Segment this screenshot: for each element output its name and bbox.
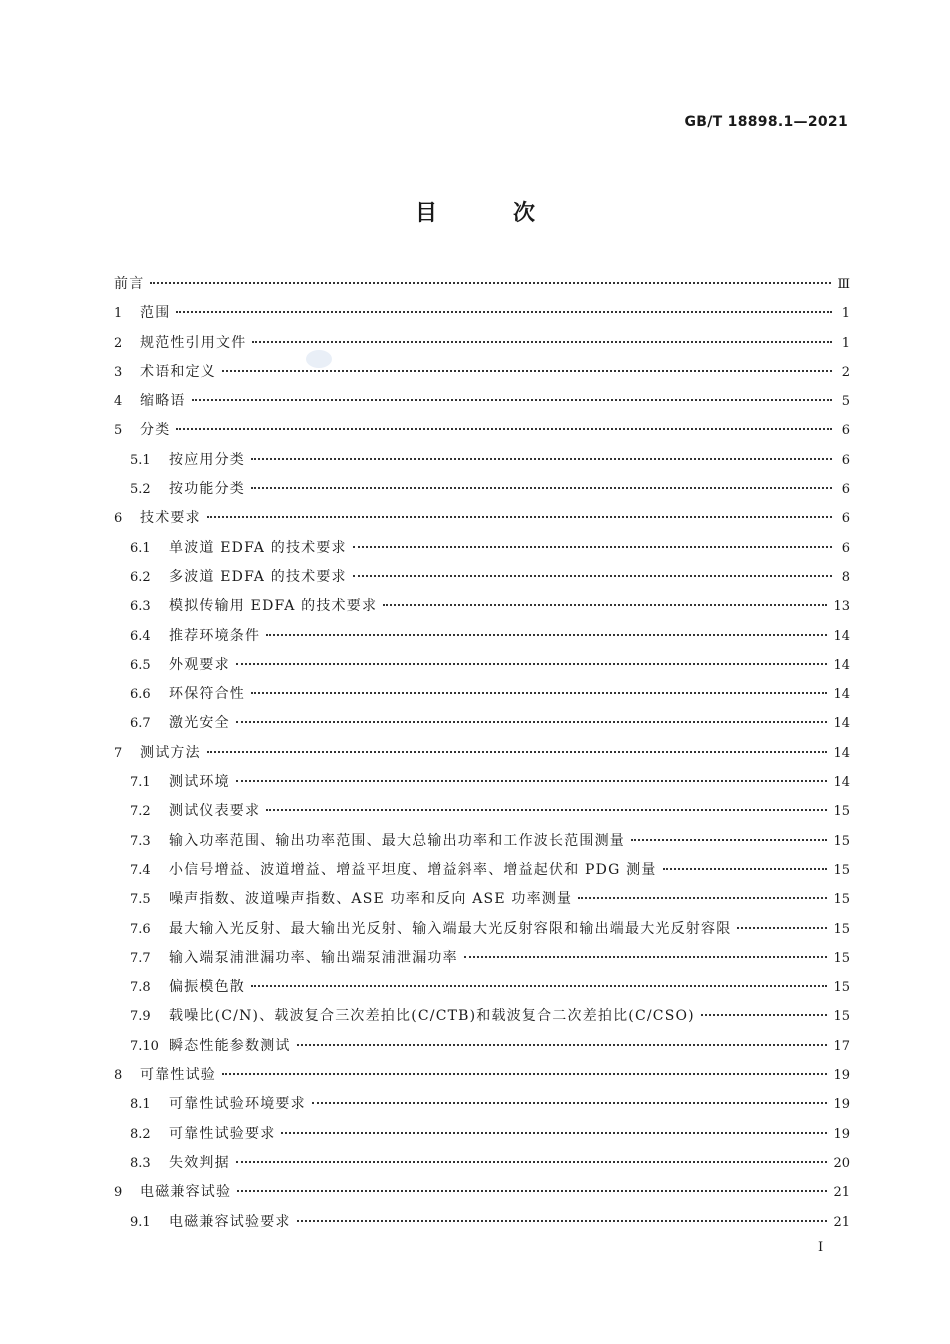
toc-entry-page: 21 <box>833 1214 850 1230</box>
toc-entry-label: 电磁兼容试验 <box>140 1184 232 1201</box>
toc-leader-dots <box>266 809 827 811</box>
toc-entry-number: 5.2 <box>130 482 151 498</box>
toc-entry-label: 术语和定义 <box>140 363 216 380</box>
toc-entry-number: 7 <box>114 745 123 761</box>
toc-entry-number: 2 <box>114 335 123 351</box>
toc-entry-label: 范围 <box>140 305 171 322</box>
toc-entry-page: 1 <box>841 306 850 322</box>
toc-entry-page: 14 <box>833 716 850 732</box>
toc-leader-dots <box>251 985 827 987</box>
toc-entry-page: 8 <box>841 569 850 585</box>
toc-entry[interactable] <box>114 504 850 533</box>
toc-entry[interactable] <box>114 680 850 709</box>
toc-entry-label: 分类 <box>140 422 171 439</box>
standard-number: GB/T 18898.1—2021 <box>684 114 848 130</box>
toc-leader-dots <box>297 1220 828 1222</box>
toc-entry-label: 最大输入光反射、最大输出光反射、输入端最大光反射容限和输出端最大光反射容限 <box>169 920 732 937</box>
toc-entry-label: 按应用分类 <box>169 451 245 468</box>
toc-entry-number: 5 <box>114 423 123 439</box>
toc-entry[interactable] <box>114 973 850 1002</box>
toc-entry-number: 6.5 <box>130 657 151 673</box>
toc-entry-label: 推荐环境条件 <box>169 627 261 644</box>
toc-leader-dots <box>251 458 832 460</box>
toc-leader-dots <box>737 927 827 929</box>
toc-leader-dots <box>222 370 832 372</box>
toc-entry-page: Ⅲ <box>837 277 850 292</box>
toc-leader-dots <box>578 897 827 899</box>
toc-entry-number: 8.2 <box>130 1126 151 1142</box>
toc-leader-dots <box>266 634 827 636</box>
toc-leader-dots <box>222 1073 827 1075</box>
toc-entry-number: 9.1 <box>130 1214 151 1230</box>
toc-entry-page: 14 <box>833 775 850 791</box>
toc-leader-dots <box>353 546 832 548</box>
toc-leader-dots <box>383 604 827 606</box>
toc-entry-number: 7.1 <box>130 775 151 791</box>
toc-entry-page: 15 <box>833 921 850 937</box>
toc-leader-dots <box>281 1132 827 1134</box>
toc-entry[interactable] <box>114 1032 850 1061</box>
toc-leader-dots <box>237 1190 827 1192</box>
toc-entry[interactable] <box>114 1002 850 1031</box>
toc-entry-number: 7.9 <box>130 1009 151 1025</box>
toc-entry[interactable] <box>114 1090 850 1119</box>
toc-entry[interactable] <box>114 797 850 826</box>
toc-leader-dots <box>252 341 832 343</box>
toc-entry-page: 5 <box>841 394 850 410</box>
toc-entry[interactable] <box>114 358 850 387</box>
toc-entry-number: 8.1 <box>130 1097 151 1113</box>
toc-entry-page: 15 <box>833 892 850 908</box>
toc-entry-page: 2 <box>841 364 850 380</box>
toc-entry-number: 6 <box>114 511 123 527</box>
toc-leader-dots <box>236 663 828 665</box>
toc-entry-label: 失效判据 <box>169 1154 230 1171</box>
toc-leader-dots <box>236 721 828 723</box>
toc-entry-page: 14 <box>833 628 850 644</box>
toc-entry-number: 7.7 <box>130 950 151 966</box>
toc-entry-page: 13 <box>833 599 850 615</box>
toc-leader-dots <box>251 487 832 489</box>
toc-entry[interactable] <box>114 768 850 797</box>
toc-entry-number: 7.5 <box>130 892 151 908</box>
toc-entry-page: 6 <box>841 423 850 439</box>
toc-entry-number: 6.2 <box>130 569 151 585</box>
toc-entry-label: 输入端泵浦泄漏功率、输出端泵浦泄漏功率 <box>169 949 458 966</box>
toc-entry[interactable] <box>114 1120 850 1149</box>
toc-entry-label: 环保符合性 <box>169 686 245 703</box>
toc-entry-page: 20 <box>833 1155 850 1171</box>
toc-leader-dots <box>297 1044 828 1046</box>
toc-entry-page: 14 <box>833 657 850 673</box>
toc-entry-label: 外观要求 <box>169 656 230 673</box>
toc-entry-page: 14 <box>833 745 850 761</box>
toc-entry-number: 7.6 <box>130 921 151 937</box>
toc-entry-number: 7.8 <box>130 980 151 996</box>
toc-entry[interactable] <box>114 856 850 885</box>
toc-leader-dots <box>192 399 832 401</box>
toc-entry-page: 17 <box>833 1038 850 1054</box>
toc-entry-page: 6 <box>841 540 850 556</box>
toc-entry[interactable] <box>114 270 850 299</box>
toc-leader-dots <box>176 311 832 313</box>
toc-leader-dots <box>207 516 832 518</box>
toc-entry[interactable] <box>114 329 850 358</box>
toc-entry-number: 7.4 <box>130 862 151 878</box>
toc-entry[interactable] <box>114 446 850 475</box>
toc-entry-number: 6.6 <box>130 687 151 703</box>
toc-entry[interactable] <box>114 1149 850 1178</box>
page-number: I <box>818 1240 824 1255</box>
toc-entry-label: 单波道 EDFA 的技术要求 <box>169 539 347 556</box>
toc-entry-number: 6.1 <box>130 540 151 556</box>
toc-leader-dots <box>207 751 828 753</box>
toc-entry-number: 7.3 <box>130 833 151 849</box>
toc-entry[interactable] <box>114 944 850 973</box>
toc-title <box>0 196 950 227</box>
toc-leader-dots <box>631 839 827 841</box>
toc-leader-dots <box>701 1014 828 1016</box>
toc-entry-page: 15 <box>833 862 850 878</box>
toc-entry[interactable] <box>114 739 850 768</box>
toc-entry-number: 7.2 <box>130 804 151 820</box>
table-of-contents <box>114 270 850 1237</box>
toc-entry-page: 21 <box>833 1185 850 1201</box>
toc-entry[interactable] <box>114 416 850 445</box>
toc-leader-dots <box>236 1161 828 1163</box>
toc-entry[interactable] <box>114 1178 850 1207</box>
toc-entry-number: 1 <box>114 306 123 322</box>
toc-entry[interactable] <box>114 1208 850 1237</box>
toc-entry-label: 激光安全 <box>169 715 230 732</box>
toc-entry[interactable] <box>114 915 850 944</box>
toc-entry-label: 规范性引用文件 <box>140 334 247 351</box>
toc-entry-number: 7.10 <box>130 1038 159 1054</box>
toc-entry-number: 5.1 <box>130 452 151 468</box>
toc-entry-page: 15 <box>833 1009 850 1025</box>
toc-entry[interactable] <box>114 622 850 651</box>
toc-entry-label: 小信号增益、波道增益、增益平坦度、增益斜率、增益起伏和 PDG 测量 <box>169 861 657 878</box>
toc-entry-page: 14 <box>833 687 850 703</box>
toc-entry-label: 可靠性试验要求 <box>169 1125 276 1142</box>
toc-entry[interactable] <box>114 563 850 592</box>
toc-entry-number: 8.3 <box>130 1155 151 1171</box>
toc-entry-number: 3 <box>114 364 123 380</box>
toc-entry-number: 8 <box>114 1068 123 1084</box>
toc-entry-page: 19 <box>833 1126 850 1142</box>
toc-title-char-1: 目 <box>414 201 437 226</box>
toc-entry-page: 15 <box>833 980 850 996</box>
toc-entry[interactable] <box>114 885 850 914</box>
toc-entry-label: 多波道 EDFA 的技术要求 <box>169 568 347 585</box>
toc-entry[interactable] <box>114 651 850 680</box>
toc-entry[interactable] <box>114 299 850 328</box>
toc-entry-page: 19 <box>833 1068 850 1084</box>
toc-entry-label: 缩略语 <box>140 393 186 410</box>
toc-entry-label: 测试仪表要求 <box>169 803 261 820</box>
toc-entry-page: 6 <box>841 482 850 498</box>
toc-entry-number: 6.4 <box>130 628 151 644</box>
toc-entry[interactable] <box>114 709 850 738</box>
toc-leader-dots <box>353 575 832 577</box>
toc-entry-label: 前言 <box>114 276 145 292</box>
toc-entry-page: 15 <box>833 833 850 849</box>
toc-entry-page: 1 <box>841 335 850 351</box>
toc-leader-dots <box>150 282 831 284</box>
toc-entry-label: 可靠性试验 <box>140 1067 216 1084</box>
toc-entry[interactable] <box>114 387 850 416</box>
toc-entry-page: 19 <box>833 1097 850 1113</box>
toc-entry-page: 6 <box>841 511 850 527</box>
toc-entry[interactable] <box>114 592 850 621</box>
toc-entry-label: 输入功率范围、输出功率范围、最大总输出功率和工作波长范围测量 <box>169 832 625 849</box>
toc-entry-label: 模拟传输用 EDFA 的技术要求 <box>169 598 378 615</box>
toc-entry-label: 瞬态性能参数测试 <box>169 1037 291 1054</box>
toc-leader-dots <box>236 780 828 782</box>
toc-entry[interactable] <box>114 827 850 856</box>
toc-entry-label: 噪声指数、波道噪声指数、ASE 功率和反向 ASE 功率测量 <box>169 891 573 908</box>
toc-entry-page: 15 <box>833 804 850 820</box>
toc-leader-dots <box>251 692 827 694</box>
toc-entry-number: 6.3 <box>130 599 151 615</box>
toc-leader-dots <box>663 868 828 870</box>
toc-entry-page: 15 <box>833 950 850 966</box>
toc-entry-label: 偏振模色散 <box>169 979 245 996</box>
toc-leader-dots <box>176 428 832 430</box>
toc-entry-label: 测试环境 <box>169 774 230 791</box>
toc-entry-label: 电磁兼容试验要求 <box>169 1213 291 1230</box>
toc-entry-label: 技术要求 <box>140 510 201 527</box>
toc-entry-page: 6 <box>841 452 850 468</box>
toc-entry[interactable] <box>114 475 850 504</box>
toc-entry[interactable] <box>114 534 850 563</box>
toc-leader-dots <box>312 1102 828 1104</box>
toc-entry-label: 按功能分类 <box>169 481 245 498</box>
toc-entry-label: 可靠性试验环境要求 <box>169 1096 306 1113</box>
toc-entry-number: 4 <box>114 394 123 410</box>
toc-entry-label: 测试方法 <box>140 744 201 761</box>
toc-entry-number: 9 <box>114 1185 123 1201</box>
toc-leader-dots <box>464 956 828 958</box>
toc-entry[interactable] <box>114 1061 850 1090</box>
toc-entry-label: 载噪比(C/N)、载波复合三次差拍比(C/CTB)和载波复合二次差拍比(C/CSO) <box>169 1008 695 1025</box>
toc-title-char-2: 次 <box>513 201 536 226</box>
toc-entry-number: 6.7 <box>130 716 151 732</box>
